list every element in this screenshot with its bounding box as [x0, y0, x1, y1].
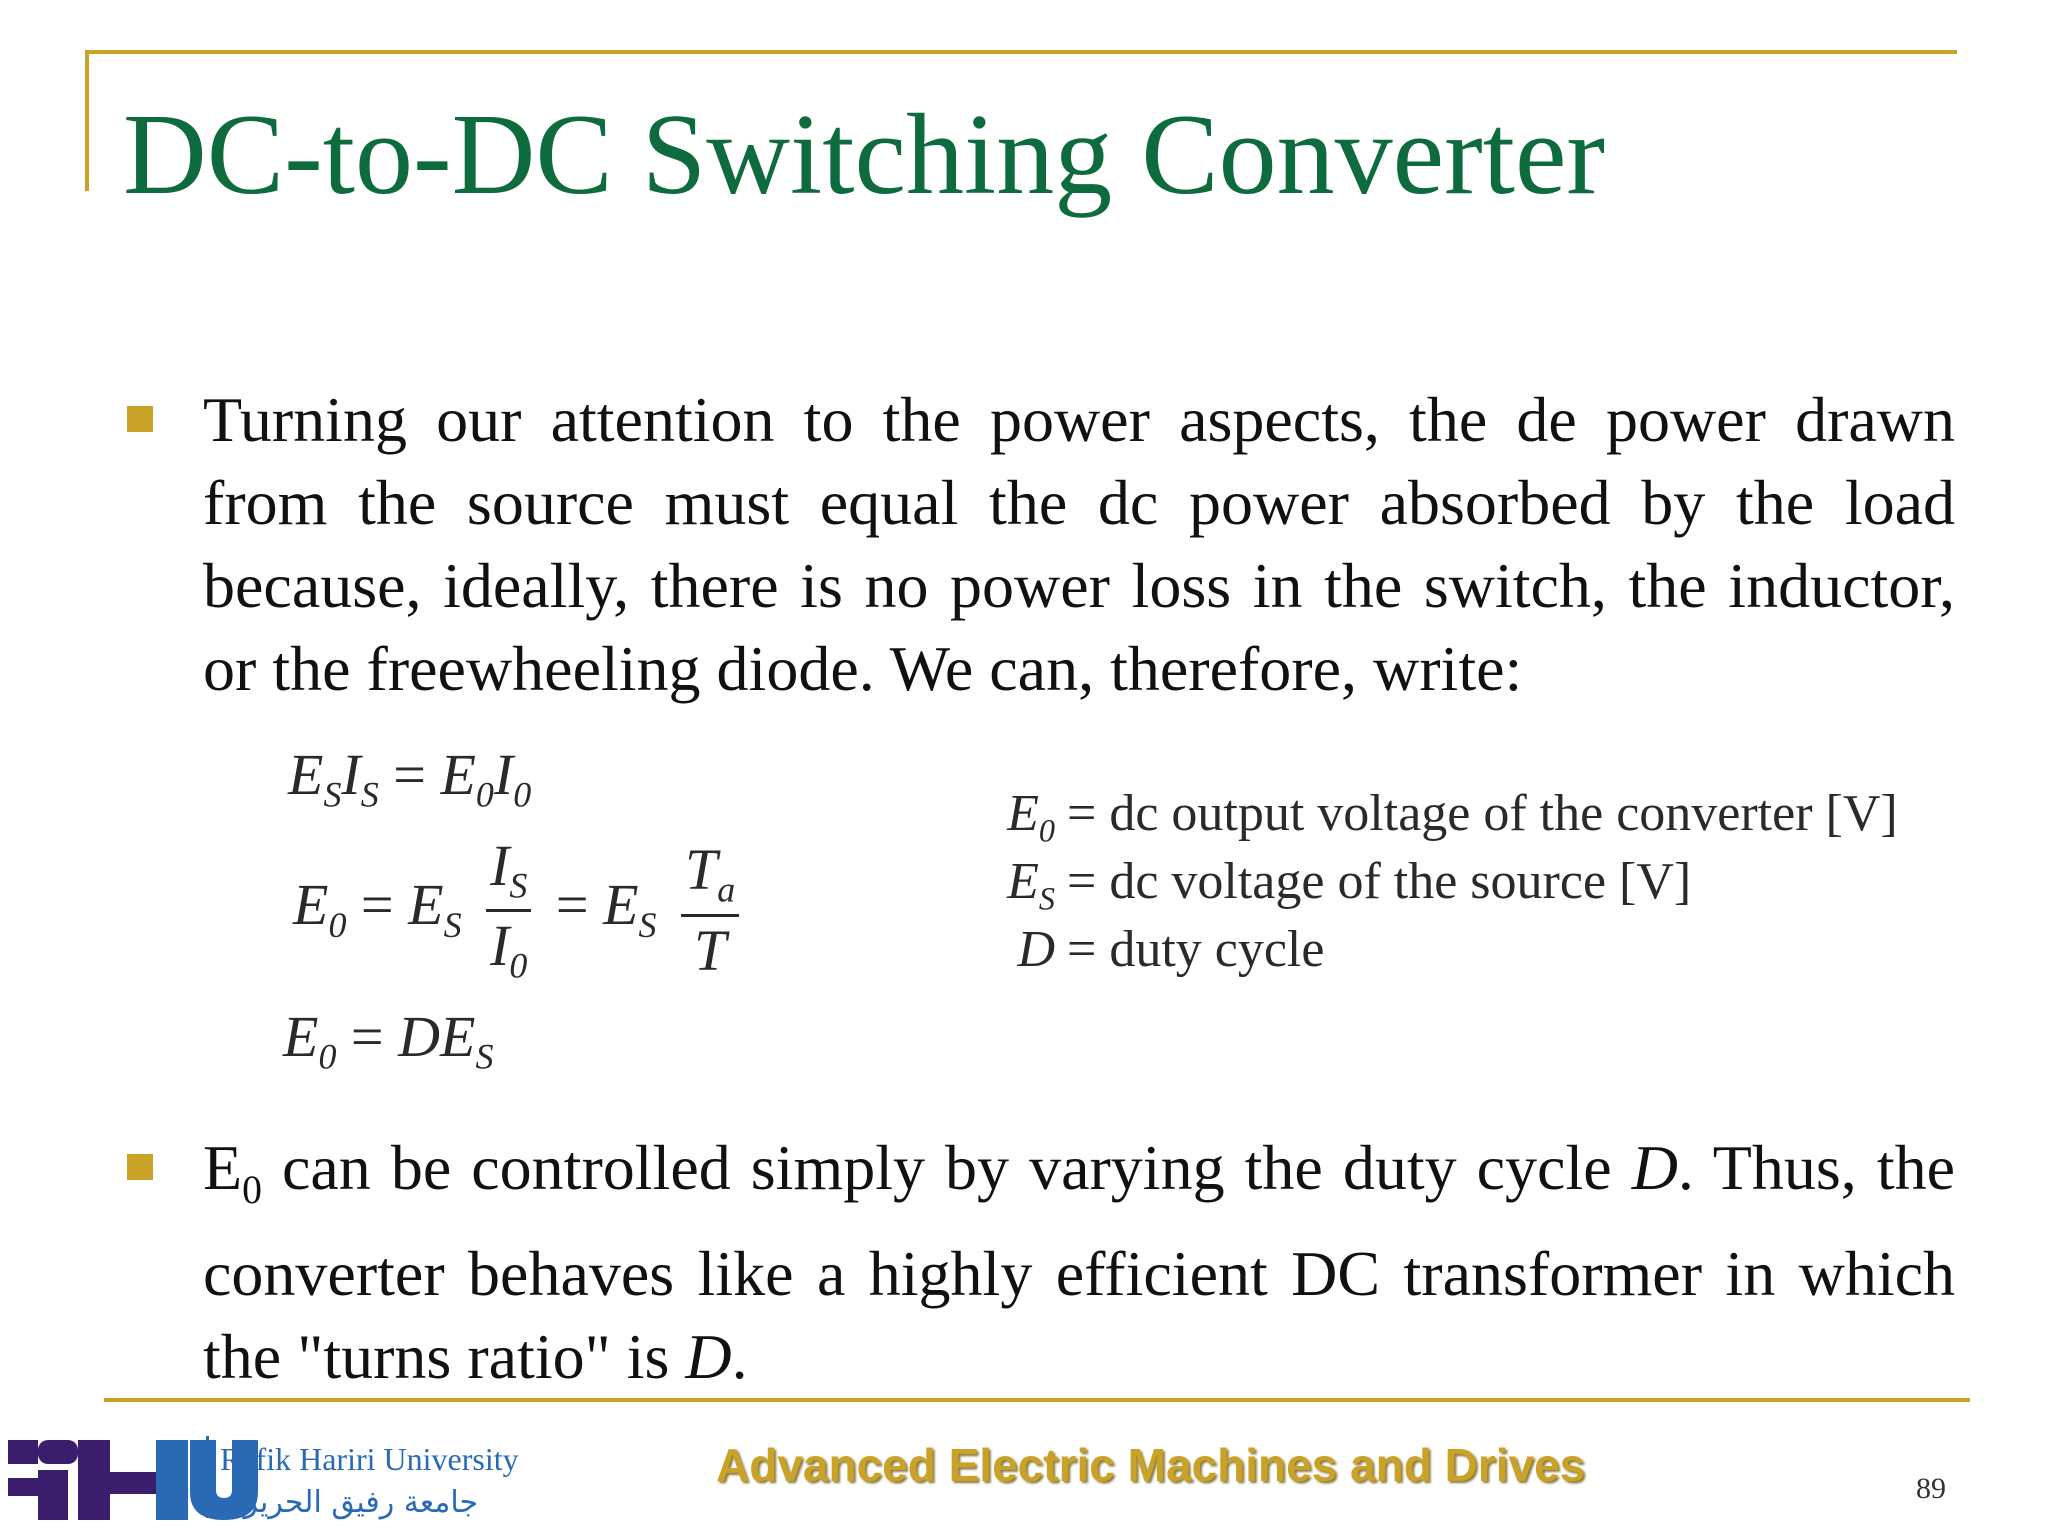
equation-output-voltage-ratio: $E_0 = E_S$ $\frac{I_S}{I_0}$ = $E_S$ $\frac{T_a}{T}$ — [293, 836, 749, 986]
footer-rule — [104, 1398, 1970, 1402]
university-name-arabic: جامعة رفيق الحريري — [220, 1485, 479, 1520]
fraction-time-ratio: $\frac{T_a}{T}$ — [681, 840, 739, 981]
bullet-paragraph-2: $E_0$ can be controlled simply by varying the duty cycle D. Thus, the converter behaves like a highly efficient DC transformer in which the "turns ratio" is D. — [203, 1132, 1956, 1392]
slide-title: DC-to-DC Switching Converter — [123, 91, 1606, 219]
bullet-paragraph-1: Turning our attention to the power aspects, the de power drawn from the source must equal the dc power absorbed by the load because, ideally, there is no power loss in the switch, the inductor, or the freewheeling diode. We can, therefore, write: — [203, 384, 1955, 704]
university-logo — [8, 1432, 588, 1522]
bullet-marker-1 — [127, 406, 153, 432]
fraction-current-ratio: $\frac{I_S}{I_0}$ — [486, 836, 531, 986]
course-title: Advanced Electric Machines and Drives — [716, 1439, 1586, 1491]
page-number: 89 — [1916, 1472, 1946, 1505]
equation-duty-cycle-relation: $E_0 = DE_S$ — [283, 1004, 494, 1077]
title-frame-top-rule — [85, 50, 1957, 54]
title-frame-left-rule — [85, 50, 89, 191]
bullet-marker-2 — [127, 1154, 153, 1180]
logo-divider — [206, 1436, 209, 1518]
equation-power-balance: $E_SI_S = E_0I_0$ — [288, 742, 532, 815]
university-name-english: Rafik Hariri University — [220, 1441, 519, 1477]
